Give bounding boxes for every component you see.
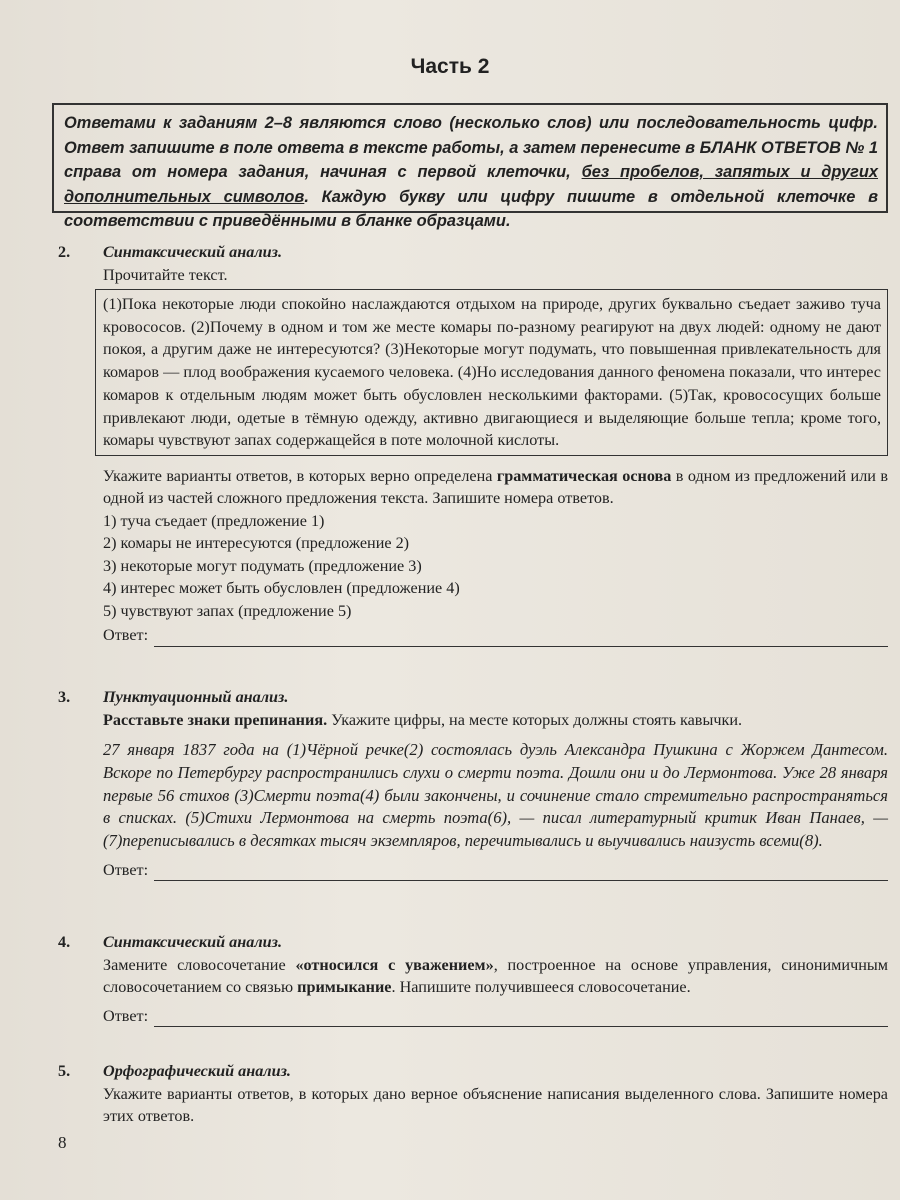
instructions-box [52,103,888,230]
text-part: , построенное на основе управления, синонимичным словосочетанием со связью [103,955,888,996]
phrase-bold: «относился с уважением» [295,955,494,974]
option-3: 3) некоторые могут подумать (предложение 3) [103,556,422,575]
option-4: 4) интерес может быть обусловлен (предложение 4) [103,579,460,598]
task-4 [58,931,888,1027]
task-number: 5. [58,1062,71,1080]
task-prompt: Прочитайте текст. [103,265,228,284]
instruction-text: Укажите цифры, на месте которых должны стоять кавычки. [327,710,743,729]
task-heading: Пунктуационный анализ. [103,688,289,706]
task-number: 4. [58,933,71,951]
punctuation-text: 27 января 1837 года на (1)Чёрной речке(2) состоялась дуэль Александра Пушкина с Жоржем Дантесом. Вскоре по Петербургу распространились слухи о смерти поэта. Дошли они и до Лермонтова. Уже 28 января первые 56 стихов (3)Смерти поэта(4) были закончены, и сочинение стало стремительно распространяться в списках. (5)Стихи Лермонтова на смерть поэта(6), — писал литературный критик Иван Панаев, — (7)переписывались в десятках тысяч экземпляров, перечитывались и выучивались наизусть всеми(8). [103,740,888,851]
task-heading: Синтаксический анализ. [103,243,283,261]
instruction-bold: Расставьте знаки препинания. [103,710,328,729]
answer-row [103,859,888,882]
task-question [103,465,888,510]
question-text-end: в одном из предложений или в одной из частей сложного предложения текста. Запишите номера ответов. [103,466,888,508]
instructions-underlined: без пробелов, запятых и других дополнительных символов [64,163,879,206]
task-text [103,954,888,999]
answer-row [103,1005,888,1028]
task-number: 2. [58,243,71,261]
task-3 [58,686,888,881]
reading-text: (1)Пока некоторые люди спокойно наслаждаются отдыхом на природе, других буквально съедает заживо туча кровососов. (2)Почему в одном и том же месте комары по-разному реагируют на двух людей: одному не дают покоя, а другим даже не интересуются? (3)Некоторые могут подумать, что повышенная привлекательность для комаров — плод воображения кусаемого человека. (4)Но исследования данного феномена показали, что интерес комаров к отдельным людям может быть обусловлен несколькими факторами. (5)Так, кровососущих больше привлекают люди, одетые в тёмную одежду, активно двигающиеся и выделяющие больше тепла; кроме того, комары чувствуют запах содержащейся в поте молочной кислоты. [103,295,881,450]
text-part: . Напишите получившееся словосочетание. [391,978,691,996]
text-part: Замените словосочетание [103,955,296,974]
task-number: 3. [58,688,71,706]
task-instruction [103,709,888,732]
answer-field[interactable] [154,1010,888,1027]
answer-label: Ответ: [103,626,149,645]
task-text: Укажите варианты ответов, в которых дано верное объяснение написания выделенного слова. Запишите номера этих ответов. [103,1084,888,1125]
answer-field[interactable] [154,864,888,881]
question-bold-term: грамматическая основа [496,466,672,485]
part-title: Часть 2 [410,55,490,78]
instructions-text-2: . Каждую букву или цифру пишите в отдельной клеточке в соответствии с приведёнными в бланке образцами. [64,187,879,230]
task-heading: Орфографический анализ. [103,1062,291,1080]
term-bold: примыкание [297,978,392,996]
task-2 [58,241,888,647]
option-2: 2) комары не интересуются (предложение 2) [103,534,410,553]
task-5 [58,1060,888,1128]
option-5: 5) чувствуют запах (предложение 5) [103,601,352,620]
task-heading: Синтаксический анализ. [103,933,283,951]
option-1: 1) туча съедает (предложение 1) [103,511,325,530]
answer-label: Ответ: [103,860,149,879]
reading-text-box [95,289,888,456]
instructions-text-1: Ответами к заданиям 2–8 являются слово (несколько слов) или последовательность цифр. Ответ запишите в поле ответа в тексте работы, а затем перенесите в БЛАНК ОТВЕТОВ № 1 справа от номера задания, начиная с первой клеточки, [64,114,878,181]
answer-label: Ответ: [103,1006,149,1025]
answer-field[interactable] [154,630,888,647]
answer-row [103,624,888,647]
page-number: 8 [58,1133,67,1152]
question-text: Укажите варианты ответов, в которых верно определена [103,466,497,485]
